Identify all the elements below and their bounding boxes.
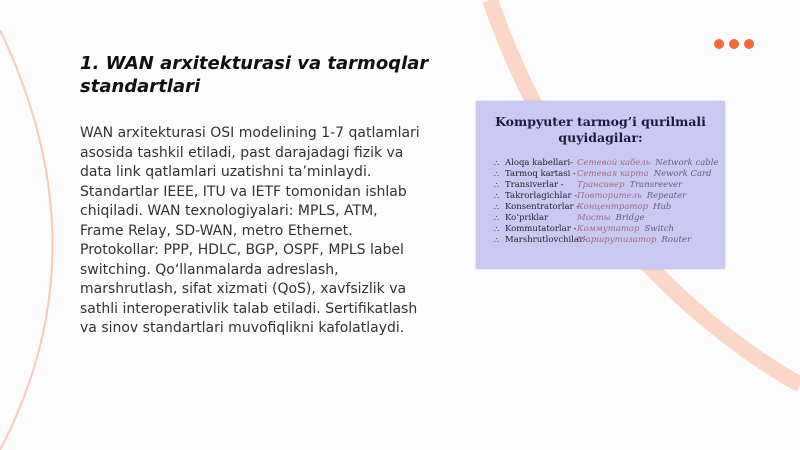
list-item bbox=[494, 158, 719, 169]
device-ru: Повторитель bbox=[577, 191, 642, 201]
list-item bbox=[494, 202, 719, 213]
device-term: Aloqa kabellari- bbox=[505, 158, 574, 168]
device-ru: Маршрутизатор bbox=[577, 235, 657, 245]
device-en: Network cable bbox=[655, 158, 719, 168]
dot-icon bbox=[714, 39, 724, 49]
list-item bbox=[494, 213, 719, 224]
slide-body-text: WAN arxitekturasi OSI modelining 1-7 qatlamlari asosida tashkil etiladi, past darajadagi fizik va data link qatlamlari uzatishni ta’minlaydi. Standartlar IEEE, ITU va IETF tomonidan ishlab chiqiladi. WAN texnologiyalari: MPLS, ATM, Frame Relay, SD-WAN, metro Ethernet. Protokollar: PPP, HDLC, BGP, OSPF, MPLS label switching. Qo‘llanmalarda adreslash, marshrutlash, sifat xizmati (QoS), xavfsizlik va sathli interoperativlik talab etiladi. Sertifikatlash va sinov standartlari muvofiqlikni kafolatlaydi. bbox=[80, 125, 420, 336]
list-item bbox=[494, 224, 719, 235]
device-term: Kommutatorlar - bbox=[505, 224, 577, 234]
device-en: Router bbox=[661, 235, 692, 245]
device-ru: Коммутатор bbox=[577, 224, 640, 234]
device-term: Ko’priklar bbox=[505, 213, 549, 223]
bullet-icon: ∴ bbox=[494, 170, 500, 179]
accent-dots-icon bbox=[714, 39, 754, 49]
card-title: Kompyuter tarmog’i qurilmali quyidagilar: bbox=[495, 114, 706, 145]
device-en: Bridge bbox=[615, 213, 645, 223]
slide-title: 1. WAN arxitekturasi va tarmoqlar standartlari bbox=[80, 53, 429, 97]
device-en: Hub bbox=[653, 202, 672, 212]
device-ru: Сетевой кабель bbox=[577, 158, 651, 168]
dot-icon bbox=[744, 39, 754, 49]
device-term: Transiverlar - bbox=[505, 180, 564, 190]
device-term: Marshrutlovchilar- bbox=[505, 235, 586, 245]
bullet-icon: ∴ bbox=[494, 159, 500, 168]
list-item bbox=[494, 180, 719, 191]
device-en: Switch bbox=[644, 224, 674, 234]
devices-card bbox=[476, 101, 725, 269]
dot-icon bbox=[729, 39, 739, 49]
device-list bbox=[494, 158, 719, 246]
device-ru: Мосты bbox=[577, 213, 611, 223]
bullet-icon: ∴ bbox=[494, 181, 500, 190]
list-item bbox=[494, 169, 719, 180]
bullet-icon: ∴ bbox=[494, 214, 500, 223]
device-en: Transreever bbox=[629, 180, 683, 190]
device-term: Tarmoq kartasi - bbox=[505, 169, 576, 179]
device-ru: Трансивер bbox=[577, 180, 625, 190]
bullet-icon: ∴ bbox=[494, 225, 500, 234]
list-item bbox=[494, 191, 719, 202]
device-en: Repeater bbox=[646, 191, 687, 201]
device-en: Nework Card bbox=[653, 169, 712, 179]
list-item bbox=[494, 235, 719, 246]
device-term: Takrorlagichlar - bbox=[505, 191, 578, 201]
bullet-icon: ∴ bbox=[494, 236, 500, 245]
bullet-icon: ∴ bbox=[494, 203, 500, 212]
device-ru: Концентратор bbox=[577, 202, 649, 212]
bullet-icon: ∴ bbox=[494, 192, 500, 201]
device-ru: Сетевая карта bbox=[577, 169, 649, 179]
device-term: Konsentratorlar - bbox=[505, 202, 580, 212]
